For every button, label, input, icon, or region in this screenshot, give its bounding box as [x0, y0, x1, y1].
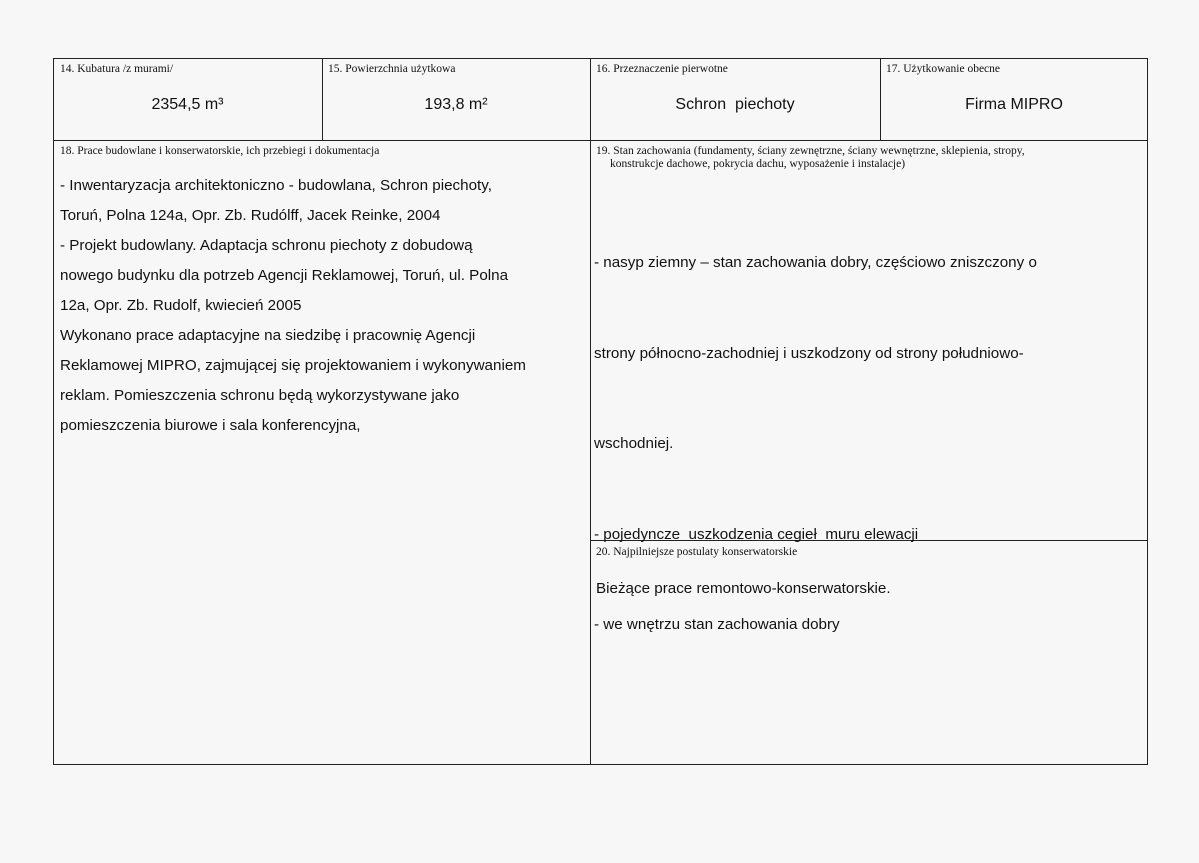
- field-17-label: 17. Użytkowanie obecne: [886, 63, 1001, 75]
- text-line: 12a, Opr. Zb. Rudolf, kwiecień 2005: [60, 297, 302, 314]
- text-line: reklam. Pomieszczenia schronu będą wykorzystywane jako: [60, 387, 460, 404]
- field-20-text: Bieżące prace remontowo-konserwatorskie.: [596, 580, 891, 597]
- field-18-label: 18. Prace budowlane i konserwatorskie, ich przebiegi i dokumentacja: [60, 145, 380, 157]
- field-16-label: 16. Przeznaczenie pierwotne: [596, 63, 728, 75]
- field-17-value: Firma MIPRO: [965, 96, 1063, 113]
- field-19-text: [594, 188, 1144, 701]
- text-line: - nasyp ziemny – stan zachowania dobry, częściowo zniszczony o: [594, 254, 1037, 271]
- field-19-label: 19. Stan zachowania (fundamenty, ściany zewnętrzne, ściany wewnętrzne, sklepienia, stropy,: [596, 145, 1025, 157]
- text-line: Toruń, Polna 124a, Opr. Zb. Rudólff, Jacek Reinke, 2004: [60, 207, 441, 224]
- text-line: - we wnętrzu stan zachowania dobry: [594, 616, 840, 633]
- field-15-value: 193,8 m²: [424, 96, 488, 113]
- field-14-label: 14. Kubatura /z murami/: [60, 63, 174, 75]
- field-15-label: 15. Powierzchnia użytkowa: [328, 63, 456, 75]
- text-line: wschodniej.: [594, 435, 674, 452]
- text-line: pomieszczenia biurowe i sala konferencyjna,: [60, 417, 361, 434]
- text-line: strony północno-zachodniej i uszkodzony od strony południowo-: [594, 344, 1024, 362]
- text-line: - Inwentaryzacja architektoniczno - budowlana, Schron piechoty,: [60, 177, 492, 194]
- divider: [590, 58, 591, 765]
- divider: [53, 140, 1148, 141]
- field-16-value: Schron piechoty: [675, 96, 795, 113]
- field-14-value: 2354,5 m³: [151, 96, 224, 113]
- text-line: Reklamowej MIPRO, zajmującej się projektowaniem i wykonywaniem: [60, 357, 526, 374]
- text-line: - Projekt budowlany. Adaptacja schronu piechoty z dobudową: [60, 237, 473, 254]
- field-20-label: 20. Najpilniejsze postulaty konserwatorskie: [596, 546, 798, 558]
- text-line: nowego budynku dla potrzeb Agencji Reklamowej, Toruń, ul. Polna: [60, 267, 509, 284]
- text-line: - pojedyncze uszkodzenia cegieł muru elewacji: [594, 525, 919, 543]
- field-19-label-cont: konstrukcje dachowe, pokrycia dachu, wyposażenie i instalacje): [610, 158, 906, 170]
- field-18-text: [60, 171, 586, 441]
- text-line: Wykonano prace adaptacyjne na siedzibę i pracownię Agencji: [60, 327, 476, 344]
